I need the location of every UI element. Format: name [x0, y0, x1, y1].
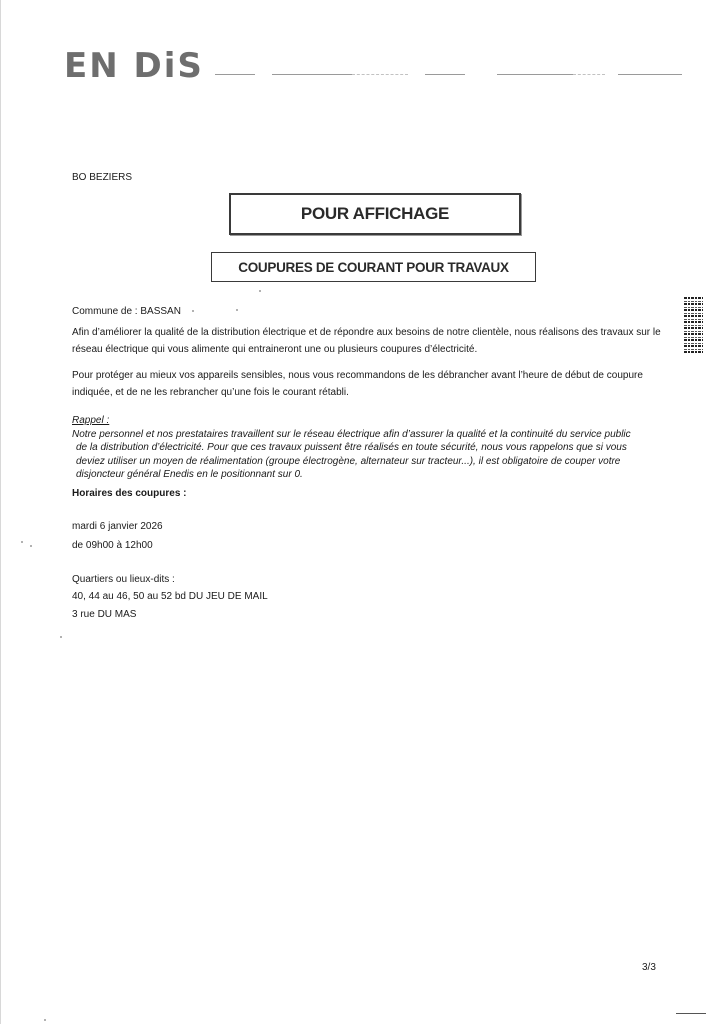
scan-speck [21, 541, 23, 543]
rappel-line: de la distribution d’électricité. Pour que ces travaux puissent être réalisés en toute sécurité, nous vous rappelons que si vous [76, 442, 627, 453]
schedule-heading: Horaires des coupures : [72, 488, 187, 499]
header-rule [352, 74, 408, 75]
header-rule [272, 74, 352, 75]
scan-speck [44, 1019, 46, 1021]
location-item: 3 rue DU MAS [72, 609, 137, 620]
locations-heading: Quartiers ou lieux-dits : [72, 574, 175, 585]
subtitle-box [211, 252, 536, 282]
page-title: POUR AFFICHAGE [300, 204, 450, 223]
page-number: 3/3 [642, 962, 656, 973]
footer-rule [676, 1013, 706, 1014]
page-subtitle: COUPURES DE COURANT POUR TRAVAUX [238, 259, 509, 275]
advice-paragraph: Pour protéger au mieux vos appareils sensibles, nous vous recommandons de les débrancher avant l’heure de début de coupure indiquée, et de ne les rebrancher qu’une fois le courant rétabli. [72, 370, 643, 398]
rappel-label: Rappel : [72, 415, 110, 426]
scan-speck [30, 545, 32, 547]
enedis-logo: EN DiS [64, 46, 204, 86]
header-rule [618, 74, 682, 75]
title-box [229, 193, 521, 235]
rappel-line: deviez utiliser un moyen de réalimentation (groupe électrogène, alternateur sur tracteur...), il est obligatoire de couper votre [76, 455, 621, 467]
scan-speck [259, 290, 261, 292]
datamatrix-barcode [684, 297, 703, 353]
rappel-line: Notre personnel et nos prestataires travaillent sur le réseau électrique afin d’assurer la qualité et la continuité du service public [72, 428, 631, 440]
header-rule [573, 74, 605, 75]
commune: Commune de : BASSAN [72, 306, 181, 317]
scan-speck [60, 636, 62, 638]
header-rule [425, 74, 465, 75]
outage-date: mardi 6 janvier 2026 [72, 521, 163, 532]
rappel-line: disjoncteur général Enedis en le positionnant sur 0. [76, 469, 303, 480]
header-rule [215, 74, 255, 75]
location-item: 40, 44 au 46, 50 au 52 bd DU JEU DE MAIL [72, 591, 268, 602]
header-rule [497, 74, 573, 75]
rappel-block [72, 414, 662, 482]
outage-time: de 09h00 à 12h00 [72, 540, 153, 551]
office-name: BO BEZIERS [72, 172, 133, 183]
scan-speck [236, 309, 238, 311]
intro-paragraph: Afin d’améliorer la qualité de la distribution électrique et de répondre aux besoins de notre clientèle, nous réalisons des travaux sur le réseau électrique qui vous alimente qui entraineront une ou plusieurs coupures d’électricité. [72, 327, 661, 355]
scan-speck [192, 310, 194, 312]
